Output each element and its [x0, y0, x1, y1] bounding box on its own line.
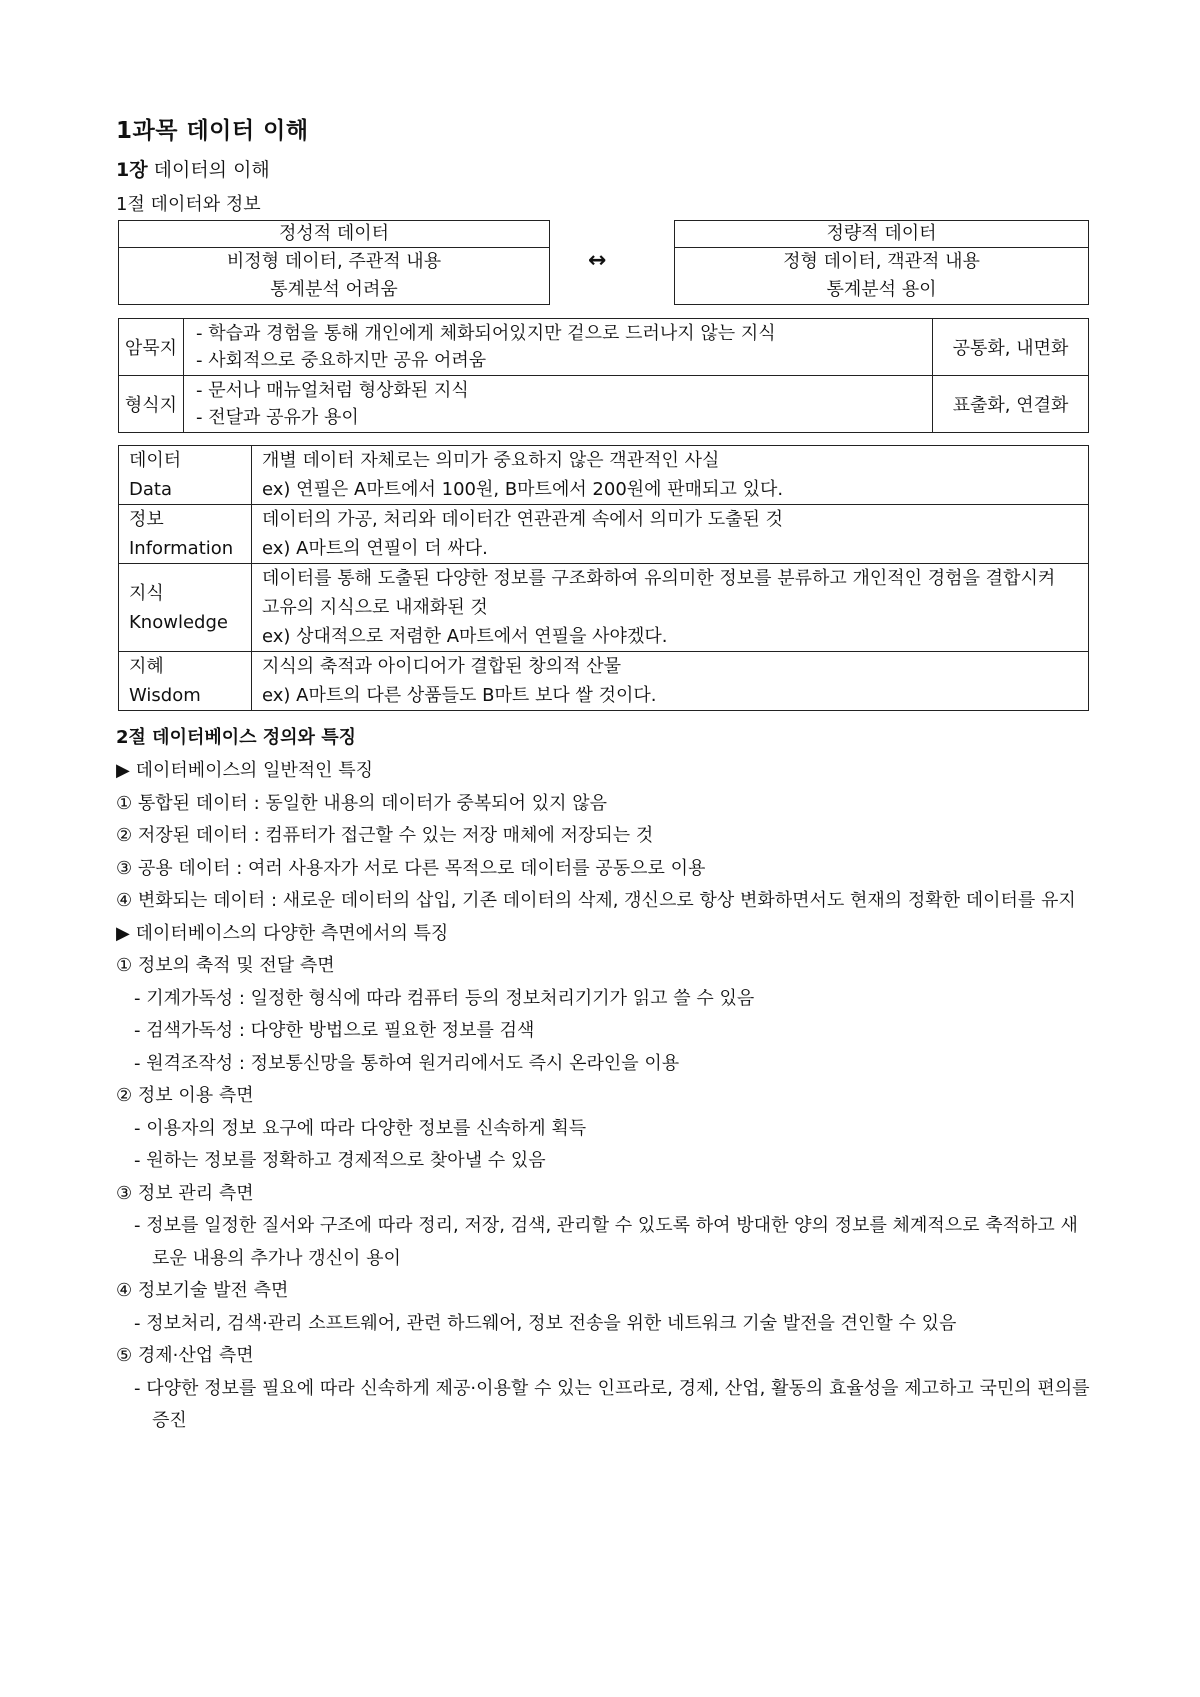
- term-en: Wisdom: [129, 685, 201, 706]
- list-item: ④ 변화되는 데이터 : 새로운 데이터의 삽입, 기존 데이터의 삭제, 갱신으로 항상 변화하면서도 현재의 정확한 데이터를 유지: [116, 890, 1076, 911]
- chapter-title: [116, 155, 1091, 182]
- definition-text: 데이터를 통해 도출된 다양한 정보를 구조화하여 유의미한 정보를 분류하고 개인적인 경험을 결합시켜 고유의 지식으로 내재화된 것: [262, 568, 1056, 618]
- example-text: ex) 연필은 A마트에서 100원, B마트에서 200원에 판매되고 있다.: [262, 479, 784, 500]
- table-row: [119, 319, 1089, 376]
- aspect-title: ② 정보 이용 측면: [116, 1085, 254, 1106]
- desc-line: - 문서나 매뉴얼처럼 형상화된 지식: [196, 380, 469, 401]
- aspect-title: ③ 정보 관리 측면: [116, 1182, 254, 1204]
- term-ko: 정보: [129, 509, 164, 530]
- knowledge-type-table: [118, 318, 1089, 433]
- definition-text: 지식의 축적과 아이디어가 결합된 창의적 산물: [262, 656, 621, 677]
- general-heading: ▶ 데이터베이스의 일반적인 특징: [116, 760, 374, 781]
- table-row: [119, 505, 1089, 564]
- list-item: - 원격조작성 : 정보통신망을 통하여 원거리에서도 즉시 온라인을 이용: [134, 1052, 680, 1074]
- quantitative-header: 정량적 데이터: [675, 221, 1088, 248]
- dikw-definition: [252, 564, 1089, 652]
- chapter-name: 데이터의 이해: [153, 159, 270, 181]
- knowledge-name: 형식지: [119, 376, 184, 433]
- aspect-title: ④ 정보기술 발전 측면: [116, 1280, 289, 1301]
- list-item: - 이용자의 정보 요구에 따라 다양한 정보를 신속하게 획득: [134, 1117, 587, 1139]
- table-row: [119, 446, 1089, 505]
- list-item: - 원하는 정보를 정확하고 경제적으로 찾아낼 수 있음: [134, 1150, 546, 1171]
- term-ko: 지혜: [129, 656, 164, 677]
- knowledge-action: 공통화, 내면화: [933, 319, 1089, 376]
- list-item: - 정보처리, 검색·관리 소프트웨어, 관련 하드웨어, 정보 전송을 위한 네트워크 기술 발전을 견인할 수 있음: [134, 1312, 957, 1334]
- aspect-title: ⑤ 경제·산업 측면: [116, 1345, 254, 1366]
- term-en: Knowledge: [129, 611, 228, 633]
- desc-line: - 학습과 경험을 통해 개인에게 체화되어있지만 겉으로 드러나지 않는 지식: [196, 323, 776, 344]
- dikw-definition: [252, 446, 1089, 505]
- table-row: [119, 376, 1089, 433]
- aspects-heading: ▶ 데이터베이스의 다양한 측면에서의 특징: [116, 922, 449, 944]
- knowledge-desc: [184, 376, 933, 433]
- table-row: [119, 652, 1089, 711]
- example-text: ex) 상대적으로 저렴한 A마트에서 연필을 사야겠다.: [262, 626, 668, 647]
- term-ko: 데이터: [129, 450, 182, 471]
- knowledge-name: 암묵지: [119, 319, 184, 376]
- list-item: - 정보를 일정한 질서와 구조에 따라 정리, 저장, 검색, 관리할 수 있도록 하여 방대한 양의 정보를 체계적으로 축적하고 새로운 내용의 추가나 갱신이 용이: [134, 1215, 1078, 1269]
- chapter-number: 1장: [116, 159, 148, 181]
- knowledge-action: 표출화, 연결화: [933, 376, 1089, 433]
- example-text: ex) A마트의 다른 상품들도 B마트 보다 쌀 것이다.: [262, 685, 657, 706]
- list-item: - 다양한 정보를 필요에 따라 신속하게 제공·이용할 수 있는 인프라로, 경제, 산업, 활동의 효율성을 제고하고 국민의 편의를 증진: [134, 1377, 1090, 1431]
- section-1-title: 1절 데이터와 정보: [116, 194, 261, 215]
- dikw-definition: [252, 652, 1089, 711]
- list-item: - 검색가독성 : 다양한 방법으로 필요한 정보를 검색: [134, 1020, 535, 1041]
- qualitative-header: 정성적 데이터: [119, 221, 549, 248]
- data-type-comparison: [116, 220, 1091, 306]
- term-en: Data: [129, 479, 172, 500]
- term-ko: 지식: [129, 582, 164, 604]
- example-text: ex) A마트의 연필이 더 싸다.: [262, 538, 488, 559]
- table-row: [119, 564, 1089, 652]
- desc-line: - 전달과 공유가 용이: [196, 407, 359, 428]
- qualitative-data-box: [118, 220, 550, 305]
- dikw-table: [118, 445, 1089, 711]
- knowledge-desc: [184, 319, 933, 376]
- subject-title: 1과목 데이터 이해: [116, 118, 309, 144]
- list-item: ③ 공용 데이터 : 여러 사용자가 서로 다른 목적으로 데이터를 공동으로 이용: [116, 857, 706, 879]
- desc-line: - 사회적으로 중요하지만 공유 어려움: [196, 350, 487, 371]
- list-item: ② 저장된 데이터 : 컴퓨터가 접근할 수 있는 저장 매체에 저장되는 것: [116, 825, 654, 846]
- document-page: [116, 112, 1091, 1438]
- dikw-definition: [252, 505, 1089, 564]
- quantitative-line-1: 정형 데이터, 객관적 내용: [783, 251, 980, 272]
- definition-text: 데이터의 가공, 처리와 데이터간 연관관계 속에서 의미가 도출된 것: [262, 509, 783, 530]
- qualitative-line-2: 통계분석 어려움: [270, 279, 398, 300]
- aspect-title: ① 정보의 축적 및 전달 측면: [116, 955, 335, 976]
- quantitative-data-box: [674, 220, 1089, 305]
- double-arrow-icon: ↔: [588, 248, 607, 273]
- list-item: ① 통합된 데이터 : 동일한 내용의 데이터가 중복되어 있지 않음: [116, 792, 608, 814]
- quantitative-line-2: 통계분석 용이: [826, 279, 937, 300]
- dikw-term: [119, 652, 252, 711]
- dikw-term: [119, 446, 252, 505]
- definition-text: 개별 데이터 자체로는 의미가 중요하지 않은 객관적인 사실: [262, 450, 720, 471]
- list-item: - 기계가독성 : 일정한 형식에 따라 컴퓨터 등의 정보처리기기가 읽고 쓸 수 있음: [134, 987, 755, 1009]
- qualitative-line-1: 비정형 데이터, 주관적 내용: [226, 251, 442, 272]
- dikw-term: [119, 564, 252, 652]
- section-2-title: 2절 데이터베이스 정의와 특징: [116, 727, 356, 748]
- dikw-term: [119, 505, 252, 564]
- term-en: Information: [129, 538, 234, 559]
